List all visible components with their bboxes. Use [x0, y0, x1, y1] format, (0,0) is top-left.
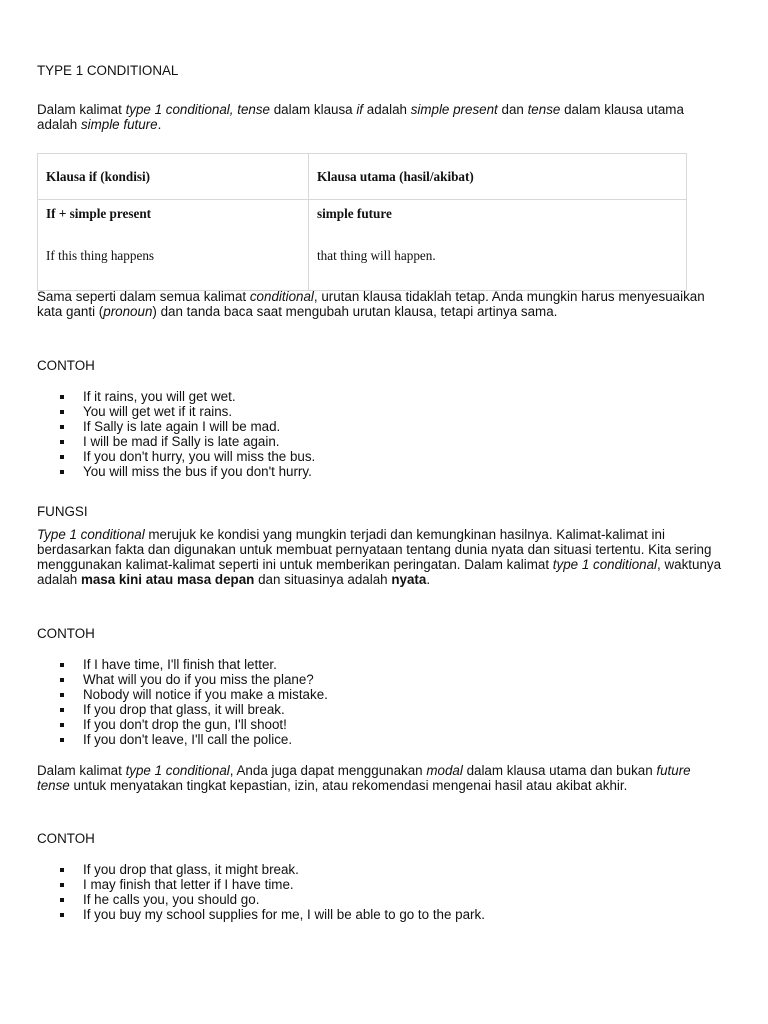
table-formula-row: [38, 200, 687, 228]
table-example-row: [38, 228, 687, 291]
intro-paragraph: Dalam kalimat type 1 conditional, tense dalam klausa if adalah simple present dan tense dalam klausa utama adalah simple future.: [37, 102, 684, 132]
list-item: You will miss the bus if you don't hurry.: [37, 464, 315, 479]
table-cell: If this thing happens: [38, 228, 309, 291]
list-item: If Sally is late again I will be mad.: [37, 419, 315, 434]
list-item: What will you do if you miss the plane?: [37, 672, 328, 687]
list-item: If I have time, I'll finish that letter.: [37, 657, 328, 672]
list-item: If you buy my school supplies for me, I will be able to go to the park.: [37, 907, 485, 922]
list-item: You will get wet if it rains.: [37, 404, 315, 419]
list-item: If you drop that glass, it might break.: [37, 862, 485, 877]
modal-note-paragraph: Dalam kalimat type 1 conditional, Anda juga dapat menggunakan modal dalam klausa utama dan bukan future tense untuk menyatakan tingkat kepastian, izin, atau rekomendasi mengenai hasil atau akibat akhir.: [37, 763, 691, 793]
table-header-row: [38, 154, 687, 200]
fungsi-paragraph: Type 1 conditional merujuk ke kondisi yang mungkin terjadi dan kemungkinan hasilnya. Kalimat-kalimat ini berdasarkan fakta dan digunakan untuk membuat pernyataan tentang dunia nyata dan situasi tertentu. Kita sering menggunakan kalimat-kalimat seperti ini untuk memberikan peringatan. Dalam kalimat type 1 conditional, waktunya adalah masa kini atau masa depan dan situasinya adalah nyata.: [37, 527, 722, 587]
list-item: I may finish that letter if I have time.: [37, 877, 485, 892]
table-header-cell: Klausa if (kondisi): [38, 154, 309, 200]
fungsi-heading: FUNGSI: [37, 504, 88, 519]
example-list-2: [37, 657, 328, 747]
table-cell: simple future: [309, 200, 687, 228]
list-item: If it rains, you will get wet.: [37, 389, 315, 404]
list-item: If you don't drop the gun, I'll shoot!: [37, 717, 328, 732]
contoh-heading: CONTOH: [37, 626, 95, 641]
example-list-1: [37, 389, 315, 479]
list-item: Nobody will notice if you make a mistake.: [37, 687, 328, 702]
page-title: TYPE 1 CONDITIONAL: [37, 63, 179, 78]
list-item: If you drop that glass, it will break.: [37, 702, 328, 717]
table-header-cell: Klausa utama (hasil/akibat): [309, 154, 687, 200]
list-item: If you don't leave, I'll call the police.: [37, 732, 328, 747]
contoh-heading: CONTOH: [37, 358, 95, 373]
contoh-heading: CONTOH: [37, 831, 95, 846]
order-note-paragraph: Sama seperti dalam semua kalimat conditional, urutan klausa tidaklah tetap. Anda mungkin harus menyesuaikan kata ganti (pronoun) dan tanda baca saat mengubah urutan klausa, tetapi artinya sama.: [37, 289, 705, 319]
table-cell: that thing will happen.: [309, 228, 687, 291]
list-item: I will be mad if Sally is late again.: [37, 434, 315, 449]
list-item: If you don't hurry, you will miss the bus.: [37, 449, 315, 464]
example-list-3: [37, 862, 485, 922]
list-item: If he calls you, you should go.: [37, 892, 485, 907]
table-cell: If + simple present: [38, 200, 309, 228]
conditional-structure-table: [37, 153, 687, 291]
